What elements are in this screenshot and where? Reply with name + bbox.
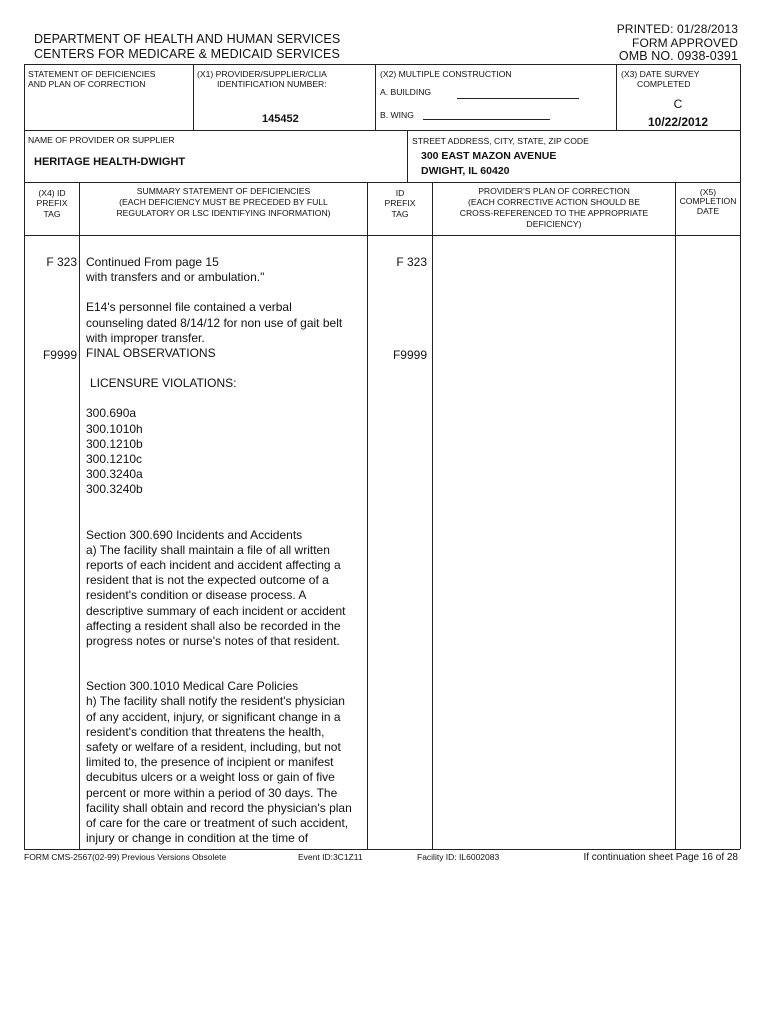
divider-id-tag	[432, 182, 433, 849]
deficiency-text	[86, 255, 366, 847]
text-line: limited to, the presence of incipient or manifest	[86, 755, 334, 770]
footer-form: FORM CMS-2567(02-99) Previous Versions Obsolete	[24, 852, 227, 862]
rule-after-ids	[24, 130, 740, 131]
text-line: descriptive summary of each incident or accident	[86, 603, 346, 618]
continued-line: Continued From page 15	[86, 255, 219, 269]
text-line: decubitus ulcers or a weight loss or gain of five	[86, 770, 335, 785]
tag-f323-right: F 323	[396, 255, 427, 269]
x3-date: 10/22/2012	[647, 115, 709, 129]
divider-x2	[375, 64, 376, 130]
summary-header-3: REGULATORY OR LSC IDENTIFYING INFORMATION)	[116, 208, 331, 218]
section-heading: Section 300.690 Incidents and Accidents	[86, 527, 303, 542]
text-line: a) The facility shall maintain a file of all written	[86, 542, 330, 557]
tag-f323-left: F 323	[46, 255, 77, 269]
id-header-2: PREFIX	[384, 198, 416, 208]
text-line: of any accident, injury, or significant change in a	[86, 709, 341, 724]
code-item: 300.3240a	[86, 467, 143, 482]
licensure-heading: LICENSURE VIOLATIONS:	[90, 376, 237, 391]
x1-label-1: (X1) PROVIDER/SUPPLIER/CLIA	[197, 69, 327, 79]
text-line: resident's condition or disease process. A	[86, 588, 307, 603]
divider-summary	[367, 182, 368, 849]
left-border	[24, 64, 25, 849]
statement-label-2: AND PLAN OF CORRECTION	[28, 79, 146, 89]
code-item: 300.690a	[86, 406, 137, 421]
provider-label: NAME OF PROVIDER OR SUPPLIER	[28, 135, 175, 145]
id-header-1: ID	[395, 188, 405, 198]
x3-label-1: (X3) DATE SURVEY	[621, 69, 700, 79]
section-heading: Section 300.1010 Medical Care Policies	[86, 679, 299, 694]
building-label: A. BUILDING	[380, 87, 432, 97]
wing-label: B. WING	[380, 110, 414, 120]
text-line: resident that is not the expected outcome of a	[86, 573, 329, 588]
omb-number: OMB NO. 0938-0391	[618, 49, 738, 63]
divider-x4-tag	[79, 182, 80, 849]
text-line: affecting a resident shall also be recorded in the	[86, 618, 341, 633]
x4-header-3: TAG	[43, 209, 61, 219]
text-line: with improper transfer.	[86, 330, 205, 345]
building-blank	[457, 98, 579, 99]
right-border	[740, 64, 741, 849]
address-line-1: 300 EAST MAZON AVENUE	[421, 150, 557, 162]
footer-page-number: If continuation sheet Page 16 of 28	[583, 852, 738, 863]
x4-header-2: PREFIX	[36, 198, 68, 208]
text-line: progress notes or nurse's notes of that resident.	[86, 634, 340, 649]
text-line: with transfers and or ambulation."	[86, 270, 265, 285]
address-label: STREET ADDRESS, CITY, STATE, ZIP CODE	[412, 136, 589, 146]
text-line: of care for the care or treatment of such accident,	[86, 816, 349, 831]
agency-line-1: DEPARTMENT OF HEALTH AND HUMAN SERVICES	[34, 32, 341, 46]
x5-header-2: COMPLETION	[679, 196, 737, 206]
text-line: facility shall obtain and record the physician's plan	[86, 800, 352, 815]
plan-header-4: DEFICIENCY)	[526, 219, 582, 229]
address-line-2: DWIGHT, IL 60420	[421, 165, 510, 177]
text-line: counseling dated 8/14/12 for non use of gait belt	[86, 315, 343, 330]
text-line: injury or change in condition at the time of	[86, 831, 309, 846]
text-line: E14's personnel file contained a verbal	[86, 300, 292, 315]
footer-event-id: Event ID:3C1Z11	[298, 852, 363, 862]
text-line: safety or welfare of a resident, including, but not	[86, 740, 341, 755]
text-line: h) The facility shall notify the resident's physician	[86, 694, 345, 709]
statement-label-1: STATEMENT OF DEFICIENCIES	[28, 69, 156, 79]
tag-f9999-right: F9999	[392, 348, 427, 362]
divider-plan	[675, 182, 676, 849]
footer-facility-id: Facility ID: IL6002083	[417, 852, 500, 862]
code-item: 300.3240b	[86, 482, 143, 497]
text-line: percent or more within a period of 30 days. The	[86, 785, 338, 800]
text-line: reports of each incident and accident affecting a	[86, 558, 341, 573]
x4-header-1: (X4) ID	[38, 188, 66, 198]
plan-header-2: (EACH CORRECTIVE ACTION SHOULD BE	[468, 197, 640, 207]
summary-header-2: (EACH DEFICIENCY MUST BE PRECEDED BY FULL	[119, 197, 328, 207]
bottom-rule	[24, 849, 740, 850]
x1-value: 145452	[262, 113, 299, 125]
final-observations-heading: FINAL OBSERVATIONS	[86, 346, 216, 361]
wing-blank	[423, 119, 550, 120]
tag-f9999-left: F9999	[42, 348, 77, 362]
rule-after-provider	[24, 182, 740, 183]
x3-label-2: COMPLETED	[637, 79, 691, 89]
form-approved: FORM APPROVED	[632, 36, 738, 50]
x5-header-3: DATE	[696, 206, 720, 216]
divider-x1	[193, 64, 194, 130]
text-line: resident's condition that threatens the health,	[86, 724, 325, 739]
plan-header-1: PROVIDER'S PLAN OF CORRECTION	[478, 186, 630, 196]
plan-header-3: CROSS-REFERENCED TO THE APPROPRIATE	[459, 208, 649, 218]
agency-line-2: CENTERS FOR MEDICARE & MEDICAID SERVICES	[34, 47, 340, 61]
code-item: 300.1010h	[86, 421, 143, 436]
id-header-3: TAG	[391, 209, 409, 219]
x1-label-2: IDENTIFICATION NUMBER:	[217, 79, 327, 89]
x3-code: C	[673, 97, 683, 111]
divider-address	[407, 130, 408, 182]
x2-label: (X2) MULTIPLE CONSTRUCTION	[380, 69, 512, 79]
provider-name: HERITAGE HEALTH-DWIGHT	[34, 156, 186, 168]
code-item: 300.1210b	[86, 436, 143, 451]
rule-after-column-headers	[24, 235, 740, 236]
x5-header-1: (X5)	[699, 187, 717, 197]
top-rule	[24, 64, 740, 65]
code-item: 300.1210c	[86, 452, 143, 467]
summary-header-1: SUMMARY STATEMENT OF DEFICIENCIES	[136, 186, 311, 196]
printed-date: PRINTED: 01/28/2013	[616, 22, 738, 36]
